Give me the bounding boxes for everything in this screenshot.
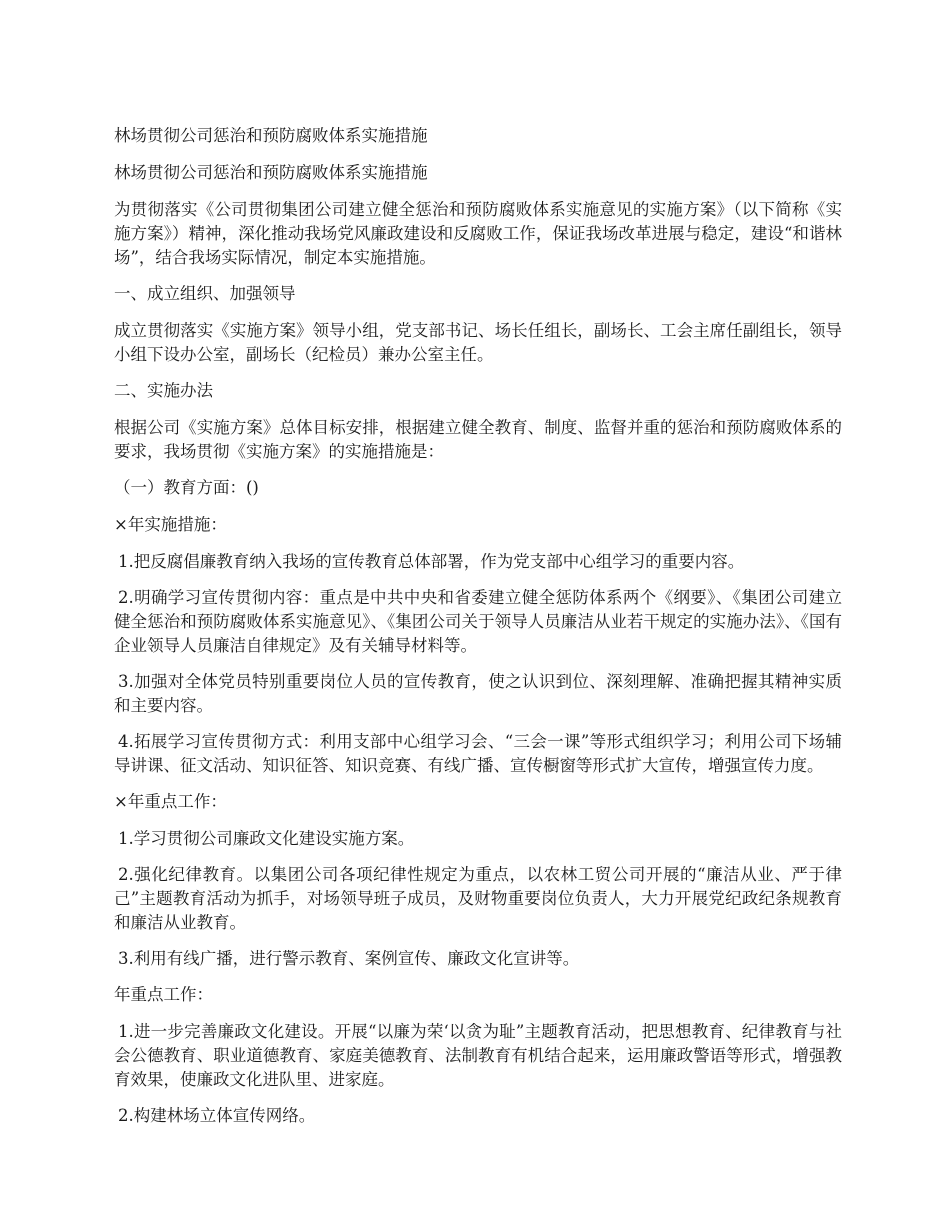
list-item: 2.强化纪律教育。以集团公司各项纪律性规定为重点，以农林工贸公司开展的“廉洁从业、严于律己”主题教育活动为抓手，对场领导班子成员，及财物重要岗位负责人，大力开展党纪政纪条规教育和廉洁从业教育。 — [114, 865, 842, 932]
section-2-body: 根据公司《实施方案》总体目标安排，根据建立健全教育、制度、监督并重的惩治和预防腐败体系的要求，我场贯彻《实施方案》的实施措施是： — [114, 418, 842, 461]
list-item: 3.利用有线广播，进行警示教育、案例宣传、廉政文化宣讲等。 — [118, 949, 580, 968]
section-1-body: 成立贯彻落实《实施方案》领导小组，党支部书记、场长任组长，副场长、工会主席任副组长，领导小组下设办公室，副场长（纪检员）兼办公室主任。 — [114, 321, 842, 364]
group-heading-3: 年重点工作： — [114, 985, 213, 1004]
list-item: 1.进一步完善廉政文化建设。开展“以廉为荣‘以贪为耻”主题教育活动，把思想教育、纪律教育与社会公德教育、职业道德教育、家庭美德教育、法制教育有机结合起来，运用廉政警语等形式，增强教育效果，使廉政文化进队里、进家庭。 — [114, 1022, 842, 1089]
list-item: 1.把反腐倡廉教育纳入我场的宣传教育总体部署，作为党支部中心组学习的重要内容。 — [118, 552, 745, 571]
group-heading-1: ×年实施措施： — [114, 515, 227, 534]
document-subtitle: 林场贯彻公司惩治和预防腐败体系实施措施 — [114, 163, 428, 182]
list-item: 1.学习贯彻公司廉政文化建设实施方案。 — [118, 829, 415, 848]
group-heading-2: ×年重点工作： — [114, 792, 227, 811]
list-item: 2.构建林场立体宣传网络。 — [118, 1106, 316, 1125]
intro-paragraph: 为贯彻落实《公司贯彻集团公司建立健全惩治和预防腐败体系实施意见的实施方案》（以下简称《实施方案》）精神，深化推动我场党风廉政建设和反腐败工作，保证我场改革进展与稳定，建设“和谐林场”，结合我场实际情况，制定本实施措施。 — [114, 200, 842, 267]
list-item: 4.拓展学习宣传贯彻方式：利用支部中心组学习会、“三会一课”等形式组织学习；利用公司下场辅导讲课、征文活动、知识征答、知识竞赛、有线广播、宣传橱窗等形式扩大宣传，增强宣传力度。 — [114, 732, 842, 775]
section-heading-1: 一、成立组织、加强领导 — [114, 284, 296, 303]
section-heading-2: 二、实施办法 — [114, 381, 213, 400]
document-title: 林场贯彻公司惩治和预防腐败体系实施措施 — [114, 126, 428, 145]
subsection-heading-education: （一）教育方面：() — [114, 478, 259, 497]
list-item: 2.明确学习宣传贯彻内容：重点是中共中央和省委建立健全惩防体系两个《纲要》、《集团公司建立健全惩治和预防腐败体系实施意见》、《集团公司关于领导人员廉洁从业若干规定的实施办法》、《国有企业领导人员廉洁自律规定》及有关辅导材料等。 — [114, 588, 842, 655]
list-item: 3.加强对全体党员特别重要岗位人员的宣传教育，使之认识到位、深刻理解、准确把握其精神实质和主要内容。 — [114, 672, 842, 715]
